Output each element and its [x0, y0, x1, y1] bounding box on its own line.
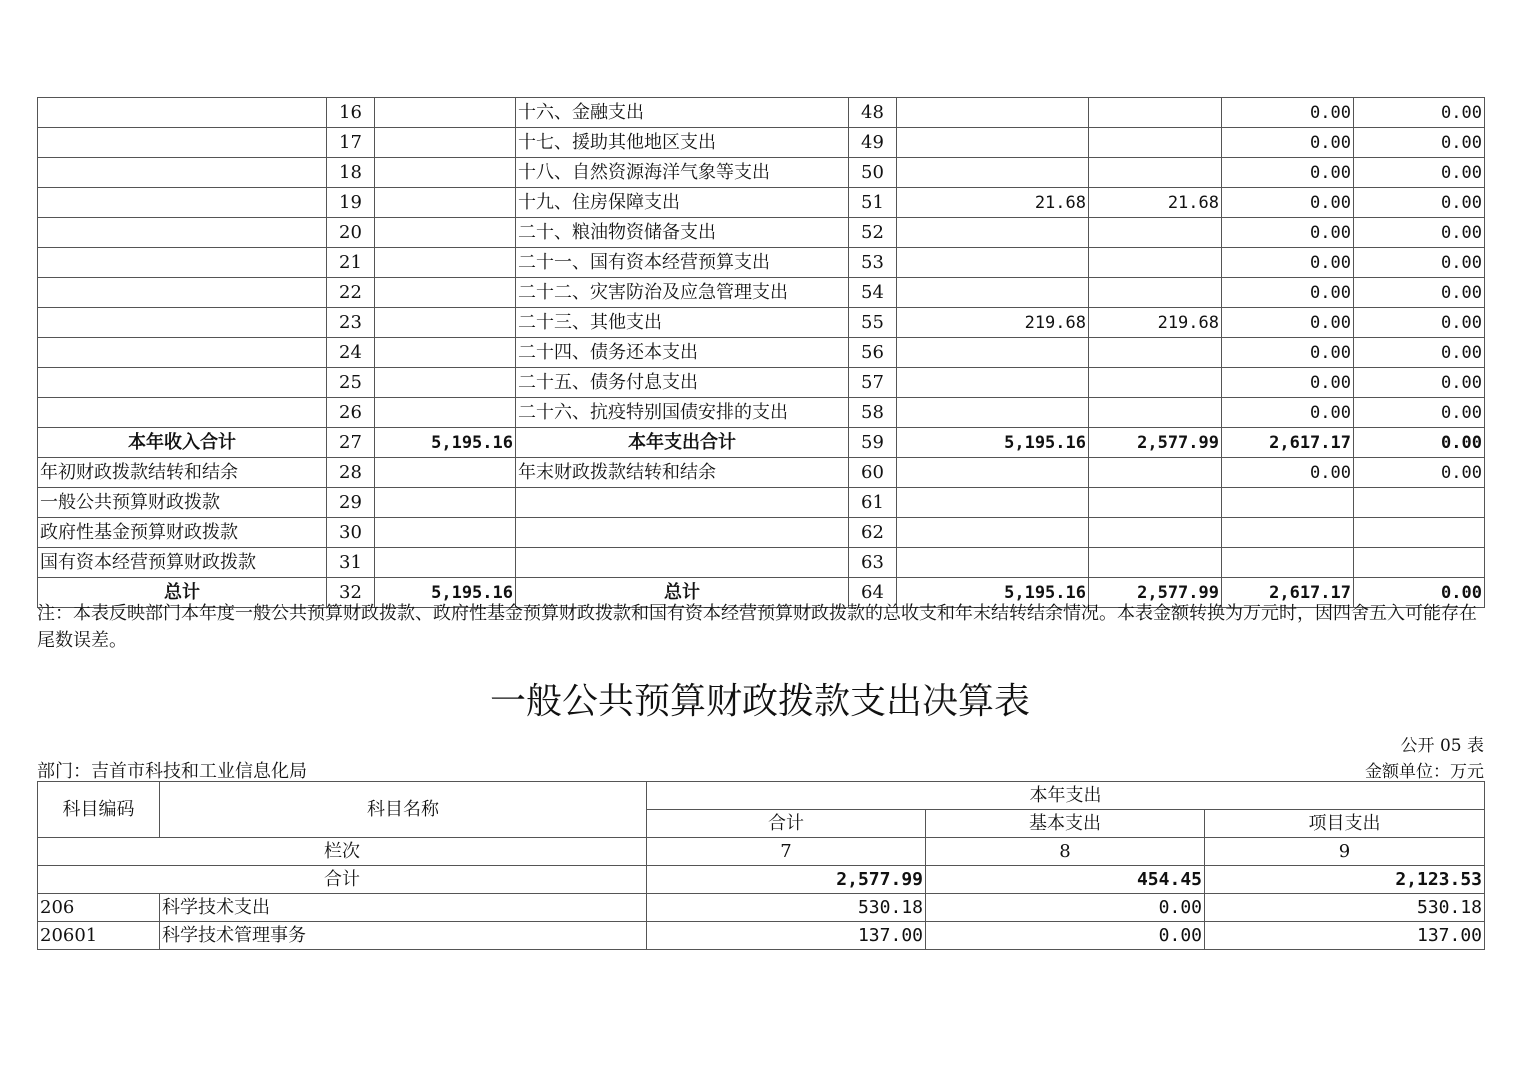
- header-project: 项目支出: [1205, 810, 1485, 838]
- income-amount: [375, 368, 516, 398]
- expense-state-capital: 0.00: [1354, 98, 1485, 128]
- row-project: 137.00: [1205, 922, 1485, 950]
- column-index-label: 栏次: [38, 838, 647, 866]
- income-line-no: 19: [327, 188, 375, 218]
- expense-state-capital: 0.00: [1354, 458, 1485, 488]
- total-row-project: 2,123.53: [1205, 866, 1485, 894]
- expense-total: [897, 488, 1089, 518]
- total-row-total: 2,577.99: [647, 866, 926, 894]
- table-row: [38, 518, 1485, 548]
- income-amount: 5,195.16: [375, 428, 516, 458]
- income-amount: [375, 338, 516, 368]
- expense-label: 二十六、抗疫特别国债安排的支出: [516, 398, 849, 428]
- expense-general-budget: [1089, 368, 1222, 398]
- expense-label: 十八、自然资源海洋气象等支出: [516, 158, 849, 188]
- row-total: 530.18: [647, 894, 926, 922]
- income-label: [38, 308, 327, 338]
- expense-general-budget: [1089, 548, 1222, 578]
- table-row: [38, 158, 1485, 188]
- expense-label: [516, 548, 849, 578]
- expense-gov-fund: [1222, 488, 1354, 518]
- table-row: [38, 338, 1485, 368]
- total-row-basic: 454.45: [926, 866, 1205, 894]
- expense-state-capital: [1354, 488, 1485, 518]
- income-line-no: 29: [327, 488, 375, 518]
- expense-state-capital: 0.00: [1354, 368, 1485, 398]
- expense-label: [516, 488, 849, 518]
- income-line-no: 28: [327, 458, 375, 488]
- expense-state-capital: [1354, 548, 1485, 578]
- row-basic: 0.00: [926, 894, 1205, 922]
- table-row: [38, 922, 1485, 950]
- expense-gov-fund: 2,617.17: [1222, 578, 1354, 608]
- expense-general-budget: [1089, 398, 1222, 428]
- income-line-no: 23: [327, 308, 375, 338]
- income-amount: [375, 488, 516, 518]
- header-basic: 基本支出: [926, 810, 1205, 838]
- expense-label: 本年支出合计: [516, 428, 849, 458]
- income-line-no: 20: [327, 218, 375, 248]
- expense-label: 总计: [516, 578, 849, 608]
- expense-total: [897, 398, 1089, 428]
- expense-total: [897, 218, 1089, 248]
- expense-state-capital: [1354, 518, 1485, 548]
- table-row: [38, 398, 1485, 428]
- expense-line-no: 52: [849, 218, 897, 248]
- income-label: 本年收入合计: [38, 428, 327, 458]
- row-code: 20601: [38, 922, 160, 950]
- income-label: [38, 218, 327, 248]
- table-row: [38, 428, 1485, 458]
- income-line-no: 16: [327, 98, 375, 128]
- table-row: [38, 894, 1485, 922]
- expense-general-budget: [1089, 278, 1222, 308]
- income-line-no: 21: [327, 248, 375, 278]
- expense-total: [897, 278, 1089, 308]
- row-basic: 0.00: [926, 922, 1205, 950]
- expense-total: [897, 128, 1089, 158]
- expense-label: 年末财政拨款结转和结余: [516, 458, 849, 488]
- expense-state-capital: 0.00: [1354, 218, 1485, 248]
- income-amount: [375, 158, 516, 188]
- expense-gov-fund: 0.00: [1222, 248, 1354, 278]
- expense-line-no: 48: [849, 98, 897, 128]
- amount-unit: 金额单位：万元: [1365, 762, 1484, 782]
- expense-line-no: 60: [849, 458, 897, 488]
- expense-gov-fund: [1222, 518, 1354, 548]
- table-row: [38, 98, 1485, 128]
- expense-line-no: 61: [849, 488, 897, 518]
- expense-line-no: 53: [849, 248, 897, 278]
- expense-gov-fund: 0.00: [1222, 458, 1354, 488]
- expense-line-no: 63: [849, 548, 897, 578]
- income-label: [38, 338, 327, 368]
- expense-state-capital: 0.00: [1354, 578, 1485, 608]
- table-row: [38, 188, 1485, 218]
- expense-gov-fund: 0.00: [1222, 278, 1354, 308]
- income-amount: [375, 188, 516, 218]
- expense-gov-fund: 0.00: [1222, 98, 1354, 128]
- expense-label: 二十四、债务还本支出: [516, 338, 849, 368]
- income-line-no: 27: [327, 428, 375, 458]
- income-label: 年初财政拨款结转和结余: [38, 458, 327, 488]
- income-label: 国有资本经营预算财政拨款: [38, 548, 327, 578]
- expense-general-budget: [1089, 128, 1222, 158]
- expense-line-no: 62: [849, 518, 897, 548]
- table-row: [38, 458, 1485, 488]
- expense-state-capital: 0.00: [1354, 248, 1485, 278]
- expense-line-no: 57: [849, 368, 897, 398]
- income-label: 政府性基金预算财政拨款: [38, 518, 327, 548]
- expense-line-no: 58: [849, 398, 897, 428]
- expense-line-no: 64: [849, 578, 897, 608]
- income-line-no: 26: [327, 398, 375, 428]
- expense-general-budget: [1089, 248, 1222, 278]
- expense-general-budget: 2,577.99: [1089, 428, 1222, 458]
- column-index-8: 8: [926, 838, 1205, 866]
- table-row: [38, 218, 1485, 248]
- general-budget-expenditure-table: [37, 781, 1485, 950]
- income-line-no: 18: [327, 158, 375, 188]
- expense-general-budget: [1089, 458, 1222, 488]
- fiscal-income-expenditure-table: [37, 97, 1485, 608]
- expense-gov-fund: 0.00: [1222, 338, 1354, 368]
- header-code: 科目编码: [38, 782, 160, 838]
- expense-gov-fund: 0.00: [1222, 398, 1354, 428]
- income-label: 总计: [38, 578, 327, 608]
- expense-state-capital: 0.00: [1354, 158, 1485, 188]
- expense-line-no: 56: [849, 338, 897, 368]
- income-amount: [375, 128, 516, 158]
- column-index-9: 9: [1205, 838, 1485, 866]
- income-label: [38, 188, 327, 218]
- table-row: [38, 128, 1485, 158]
- income-line-no: 30: [327, 518, 375, 548]
- table-row: [38, 368, 1485, 398]
- expense-label: 二十一、国有资本经营预算支出: [516, 248, 849, 278]
- expense-state-capital: 0.00: [1354, 308, 1485, 338]
- expense-label: 十七、援助其他地区支出: [516, 128, 849, 158]
- expense-general-budget: [1089, 98, 1222, 128]
- expense-general-budget: 2,577.99: [1089, 578, 1222, 608]
- table-row: [38, 308, 1485, 338]
- income-label: [38, 248, 327, 278]
- table-note: 注：本表反映部门本年度一般公共预算财政拨款、政府性基金预算财政拨款和国有资本经营预算财政拨款的总收支和年末结转结余情况。本表金额转换为万元时，因四舍五入可能存在尾数误差。: [37, 603, 1477, 651]
- income-label: [38, 98, 327, 128]
- expense-gov-fund: 0.00: [1222, 128, 1354, 158]
- expense-total: [897, 158, 1089, 188]
- expense-state-capital: 0.00: [1354, 428, 1485, 458]
- row-name: 科学技术支出: [160, 894, 647, 922]
- row-name: 科学技术管理事务: [160, 922, 647, 950]
- income-amount: 5,195.16: [375, 578, 516, 608]
- expense-general-budget: [1089, 488, 1222, 518]
- expense-label: 二十三、其他支出: [516, 308, 849, 338]
- expense-label: [516, 518, 849, 548]
- expense-gov-fund: 0.00: [1222, 368, 1354, 398]
- expense-gov-fund: 0.00: [1222, 218, 1354, 248]
- column-index-7: 7: [647, 838, 926, 866]
- expense-line-no: 54: [849, 278, 897, 308]
- header-total: 合计: [647, 810, 926, 838]
- expense-total: [897, 458, 1089, 488]
- income-amount: [375, 518, 516, 548]
- expense-line-no: 51: [849, 188, 897, 218]
- expense-total: [897, 98, 1089, 128]
- expense-total: 21.68: [897, 188, 1089, 218]
- expense-total: 5,195.16: [897, 578, 1089, 608]
- income-line-no: 24: [327, 338, 375, 368]
- expense-general-budget: [1089, 158, 1222, 188]
- expense-gov-fund: 2,617.17: [1222, 428, 1354, 458]
- expense-label: 十六、金融支出: [516, 98, 849, 128]
- expense-general-budget: [1089, 218, 1222, 248]
- table-row: [38, 548, 1485, 578]
- income-amount: [375, 308, 516, 338]
- income-label: [38, 158, 327, 188]
- table-row: [38, 248, 1485, 278]
- expense-line-no: 49: [849, 128, 897, 158]
- income-amount: [375, 548, 516, 578]
- income-label: [38, 128, 327, 158]
- income-line-no: 22: [327, 278, 375, 308]
- income-amount: [375, 248, 516, 278]
- expense-line-no: 50: [849, 158, 897, 188]
- expense-total: 5,195.16: [897, 428, 1089, 458]
- expense-total: [897, 368, 1089, 398]
- expense-label: 二十、粮油物资储备支出: [516, 218, 849, 248]
- expense-gov-fund: [1222, 548, 1354, 578]
- row-total: 137.00: [647, 922, 926, 950]
- expense-gov-fund: 0.00: [1222, 308, 1354, 338]
- income-line-no: 31: [327, 548, 375, 578]
- income-label: [38, 368, 327, 398]
- expense-gov-fund: 0.00: [1222, 188, 1354, 218]
- income-amount: [375, 278, 516, 308]
- income-line-no: 25: [327, 368, 375, 398]
- expense-total: 219.68: [897, 308, 1089, 338]
- expense-state-capital: 0.00: [1354, 188, 1485, 218]
- expense-state-capital: 0.00: [1354, 278, 1485, 308]
- expense-gov-fund: 0.00: [1222, 158, 1354, 188]
- income-label: [38, 398, 327, 428]
- expense-label: 十九、住房保障支出: [516, 188, 849, 218]
- expense-label: 二十二、灾害防治及应急管理支出: [516, 278, 849, 308]
- income-amount: [375, 218, 516, 248]
- table-row: [38, 278, 1485, 308]
- expense-total: [897, 248, 1089, 278]
- income-amount: [375, 398, 516, 428]
- income-label: [38, 278, 327, 308]
- page-title: 一般公共预算财政拨款支出决算表: [489, 681, 1030, 722]
- expense-label: 二十五、债务付息支出: [516, 368, 849, 398]
- income-amount: [375, 458, 516, 488]
- expense-general-budget: 21.68: [1089, 188, 1222, 218]
- row-code: 206: [38, 894, 160, 922]
- total-row-label: 合计: [38, 866, 647, 894]
- expense-total: [897, 338, 1089, 368]
- header-current-year: 本年支出: [647, 782, 1485, 810]
- income-line-no: 17: [327, 128, 375, 158]
- income-amount: [375, 98, 516, 128]
- expense-state-capital: 0.00: [1354, 338, 1485, 368]
- expense-line-no: 59: [849, 428, 897, 458]
- expense-general-budget: 219.68: [1089, 308, 1222, 338]
- header-name: 科目名称: [160, 782, 647, 838]
- expense-state-capital: 0.00: [1354, 398, 1485, 428]
- expense-total: [897, 548, 1089, 578]
- form-number: 公开 05 表: [1400, 736, 1484, 756]
- table-row: [38, 488, 1485, 518]
- income-label: 一般公共预算财政拨款: [38, 488, 327, 518]
- expense-state-capital: 0.00: [1354, 128, 1485, 158]
- expense-general-budget: [1089, 338, 1222, 368]
- row-project: 530.18: [1205, 894, 1485, 922]
- expense-general-budget: [1089, 518, 1222, 548]
- expense-line-no: 55: [849, 308, 897, 338]
- income-line-no: 32: [327, 578, 375, 608]
- department-label: 部门：吉首市科技和工业信息化局: [37, 761, 307, 782]
- expense-total: [897, 518, 1089, 548]
